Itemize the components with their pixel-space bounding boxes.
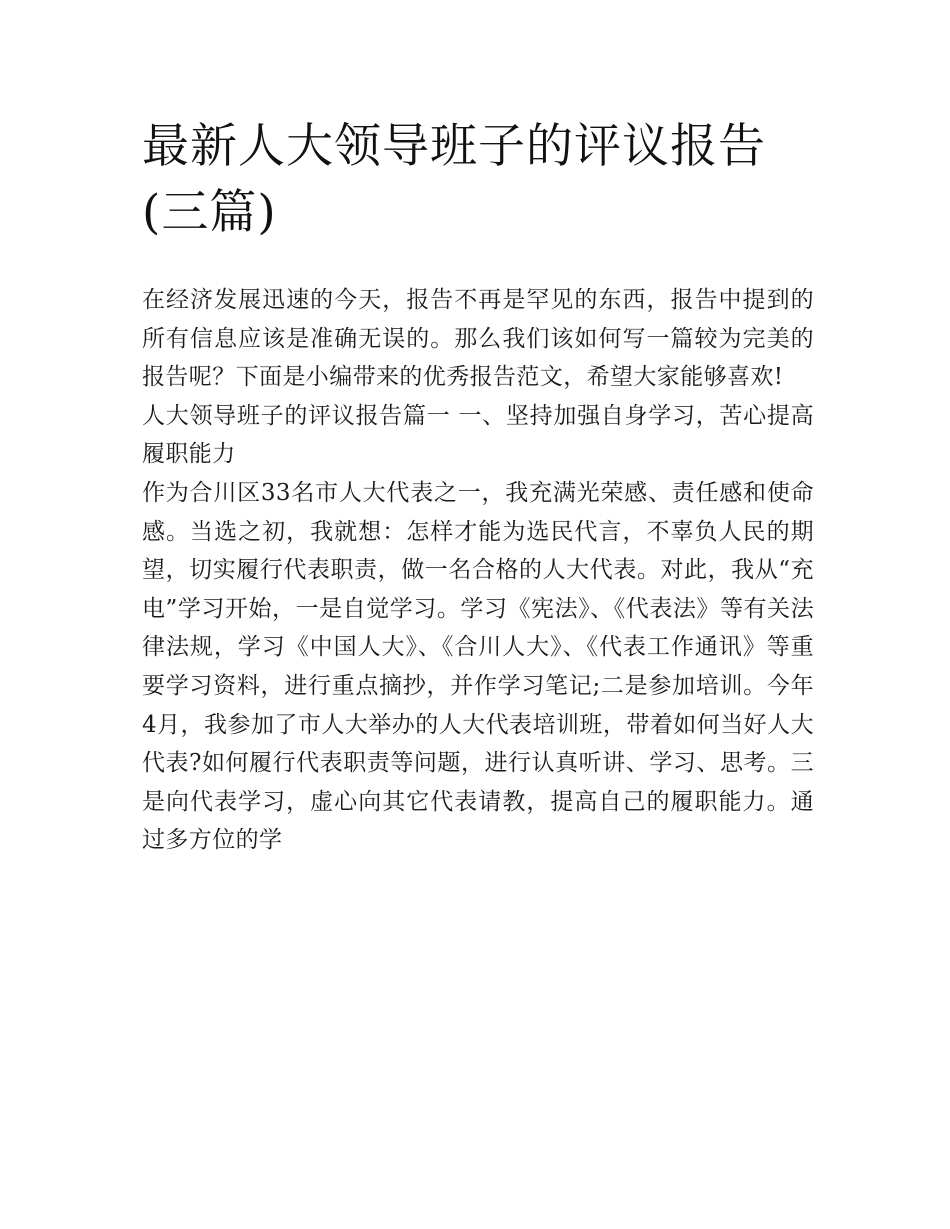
intro-paragraph: 在经济发展迅速的今天，报告不再是罕见的东西，报告中提到的所有信息应该是准确无误的。那么我们该如何写一篇较为完美的报告呢？下面是小编带来的优秀报告范文，希望大家能够喜欢!: [142, 287, 814, 391]
document-body: [142, 281, 814, 860]
section-heading-paragraph: 人大领导班子的评议报告篇一 一、坚持加强自身学习，苦心提高履职能力: [142, 402, 814, 468]
body-paragraph: 作为合川区33名市人大代表之一，我充满光荣感、责任感和使命感。当选之初，我就想：怎样才能为选民代言，不辜负人民的期望，切实履行代表职责，做一名合格的人大代表。对此，我从“充电”学习开始，一是自觉学习。学习《宪法》、《代表法》等有关法律法规，学习《中国人大》、《合川人大》、《代表工作通讯》等重要学习资料，进行重点摘抄，并作学习笔记;二是参加培训。今年4月，我参加了市人大举办的人大代表培训班，带着如何当好人大代表?如何履行代表职责等问题，进行认真听讲、学习、思考。三是向代表学习，虚心向其它代表请教，提高自己的履职能力。通过多方位的学: [142, 479, 814, 854]
document-title: 最新人大领导班子的评议报告(三篇): [142, 119, 766, 240]
